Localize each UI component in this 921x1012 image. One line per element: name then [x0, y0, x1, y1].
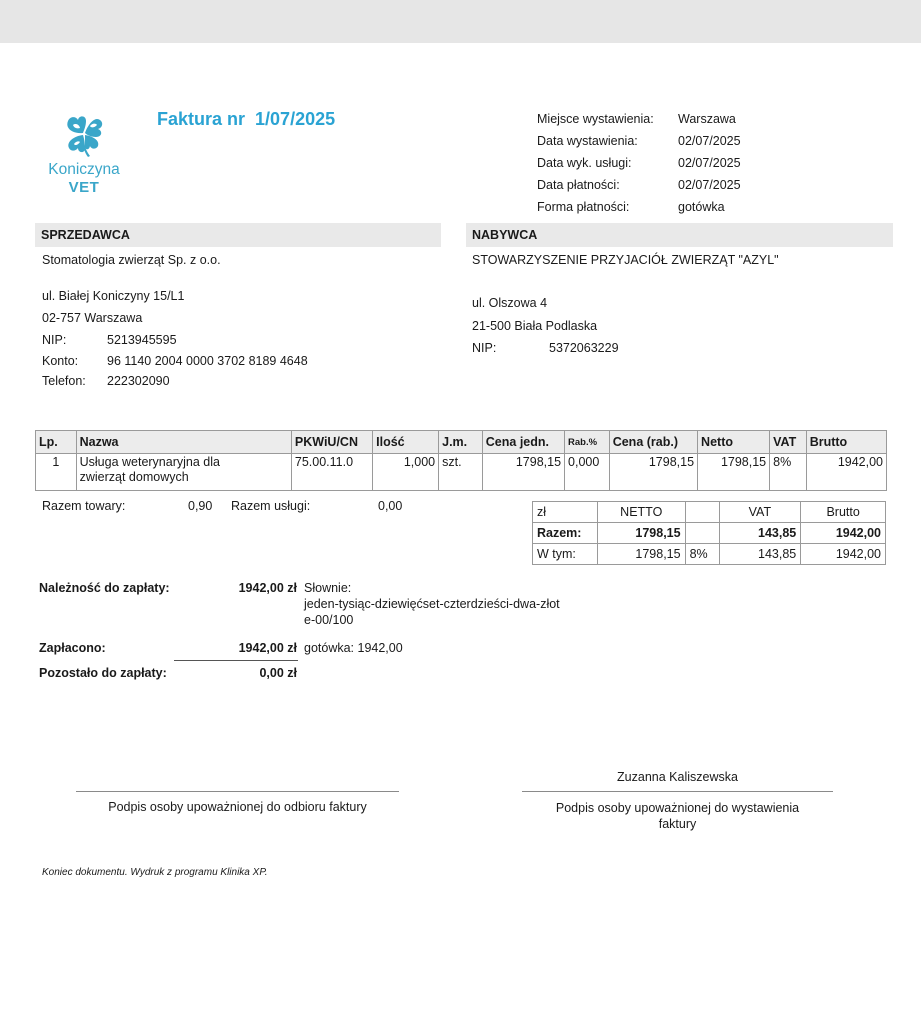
summary-total-netto: 1798,15 — [597, 523, 685, 544]
col-header: Cena jedn. — [482, 431, 564, 454]
summary-incl-netto: 1798,15 — [597, 544, 685, 565]
meta-row — [537, 196, 741, 218]
summary-currency: zł — [533, 502, 598, 523]
amount-due-label: Należność do zapłaty: — [39, 581, 170, 595]
meta-value: 02/07/2025 — [678, 156, 741, 170]
col-header: Netto — [698, 431, 770, 454]
meta-row — [537, 130, 741, 152]
buyer-heading: NABYWCA — [466, 223, 893, 247]
in-words-label: Słownie: — [304, 581, 352, 595]
seller-heading: SPRZEDAWCA — [35, 223, 441, 247]
col-header: Rab.% — [565, 431, 610, 454]
cell-unit: szt. — [439, 454, 483, 491]
services-total-label: Razem usługi: — [231, 499, 311, 513]
invoice-title — [157, 109, 335, 130]
cell-name — [76, 454, 291, 491]
table-row — [36, 454, 887, 491]
paid-value: 1942,00 zł — [238, 641, 297, 655]
issuer-name: Zuzanna Kaliszewska — [617, 770, 738, 784]
cell-net: 1798,15 — [698, 454, 770, 491]
seller-account-value: 96 1140 2004 0000 3702 8189 4648 — [107, 354, 308, 368]
meta-label: Miejsce wystawienia: — [537, 112, 654, 126]
meta-value: 02/07/2025 — [678, 178, 741, 192]
seller-phone — [42, 374, 170, 388]
logo-name: Koniczyna — [48, 161, 120, 178]
meta-value: Warszawa — [678, 112, 736, 126]
issuer-caption-line2: faktury — [658, 817, 697, 831]
seller-name: Stomatologia zwierząt Sp. z o.o. — [42, 253, 221, 267]
document-footer: Koniec dokumentu. Wydruk z programu Klinika XP. — [42, 867, 268, 878]
amount-due-value: 1942,00 zł — [238, 581, 297, 595]
in-words-line2: e-00/100 — [304, 613, 354, 627]
meta-label: Data wyk. usługi: — [537, 156, 632, 170]
seller-nip-value: 5213945595 — [107, 333, 177, 347]
summary-brutto-header: Brutto — [801, 502, 886, 523]
col-header: PKWiU/CN — [291, 431, 372, 454]
logo-sub: VET — [68, 179, 100, 196]
summary-empty — [685, 523, 719, 544]
top-bar — [0, 0, 921, 43]
remaining-label: Pozostało do zapłaty: — [39, 666, 167, 680]
seller-phone-value: 222302090 — [107, 374, 170, 388]
invoice-meta — [537, 108, 741, 218]
seller-account-label: Konto: — [42, 354, 79, 368]
meta-label: Forma płatności: — [537, 200, 630, 214]
paid-label: Zapłacono: — [39, 641, 106, 655]
col-header: Lp. — [36, 431, 77, 454]
divider — [174, 660, 298, 661]
goods-total-value: 0,90 — [188, 499, 213, 513]
cell-qty: 1,000 — [373, 454, 439, 491]
cell-discount: 0,000 — [565, 454, 610, 491]
seller-nip — [42, 333, 177, 347]
col-header: Brutto — [806, 431, 886, 454]
col-header: Ilość — [373, 431, 439, 454]
summary-total-brutto: 1942,00 — [801, 523, 886, 544]
issuer-caption-line1: Podpis osoby upoważnionej do wystawienia — [555, 801, 800, 815]
in-words-line1: jeden-tysiąc-dziewięćset-czterdzieści-dwa-złot — [304, 597, 560, 611]
services-total-value: 0,00 — [378, 499, 403, 513]
col-header: Cena (rab.) — [609, 431, 697, 454]
summary-total-vat: 143,85 — [719, 523, 801, 544]
seller-nip-label: NIP: — [42, 333, 67, 347]
col-header: J.m. — [439, 431, 483, 454]
cell-price-discounted: 1798,15 — [609, 454, 697, 491]
summary-total-label: Razem: — [533, 523, 598, 544]
table-header-row — [36, 431, 887, 454]
cell-gross: 1942,00 — [806, 454, 886, 491]
buyer-city: 21-500 Biała Podlaska — [472, 319, 598, 333]
remaining-value: 0,00 zł — [259, 666, 297, 680]
summary-header-row — [533, 502, 886, 523]
receiver-signature-caption: Podpis osoby upoważnionej do odbioru faktury — [108, 800, 367, 814]
summary-total-row — [533, 523, 886, 544]
summary-incl-vat: 143,85 — [719, 544, 801, 565]
meta-row — [537, 108, 741, 130]
cell-lp: 1 — [36, 454, 77, 491]
col-header: Nazwa — [76, 431, 291, 454]
vat-summary-table — [532, 501, 886, 565]
meta-value: 02/07/2025 — [678, 134, 741, 148]
seller-phone-label: Telefon: — [42, 374, 86, 388]
summary-incl-rate: 8% — [685, 544, 719, 565]
items-table — [35, 430, 887, 491]
summary-incl-brutto: 1942,00 — [801, 544, 886, 565]
seller-account — [42, 354, 308, 368]
cell-vat: 8% — [770, 454, 807, 491]
summary-incl-label: W tym: — [533, 544, 598, 565]
meta-value: gotówka — [678, 200, 725, 214]
buyer-nip-label: NIP: — [472, 341, 497, 355]
summary-incl-row — [533, 544, 886, 565]
issuer-signature-caption — [522, 800, 833, 832]
invoice-title-prefix: Faktura nr — [157, 109, 246, 129]
invoice-number: 1/07/2025 — [255, 109, 336, 129]
seller-city: 02-757 Warszawa — [42, 311, 143, 325]
cell-name-line1: Usługa weterynaryjna dla — [79, 455, 220, 469]
meta-label: Data płatności: — [537, 178, 620, 192]
summary-netto-header: NETTO — [597, 502, 685, 523]
col-header: VAT — [770, 431, 807, 454]
receiver-signature-line — [76, 791, 399, 792]
buyer-name: STOWARZYSZENIE PRZYJACIÓŁ ZWIERZĄT "AZYL" — [472, 253, 779, 267]
paid-method: gotówka: 1942,00 — [304, 641, 403, 655]
buyer-nip — [472, 341, 619, 355]
buyer-street: ul. Olszowa 4 — [472, 296, 548, 310]
goods-total-label: Razem towary: — [42, 499, 126, 513]
cell-price: 1798,15 — [482, 454, 564, 491]
summary-empty — [685, 502, 719, 523]
seller-street: ul. Białej Koniczyny 15/L1 — [42, 289, 185, 303]
meta-label: Data wystawienia: — [537, 134, 638, 148]
meta-row — [537, 152, 741, 174]
clover-logo-icon — [62, 112, 106, 158]
summary-vat-header: VAT — [719, 502, 801, 523]
cell-name-line2: zwierząt domowych — [79, 470, 189, 484]
meta-row — [537, 174, 741, 196]
buyer-nip-value: 5372063229 — [549, 341, 619, 355]
issuer-signature-line — [522, 791, 833, 792]
company-logo — [36, 110, 132, 200]
cell-pkwiu: 75.00.11.0 — [291, 454, 372, 491]
